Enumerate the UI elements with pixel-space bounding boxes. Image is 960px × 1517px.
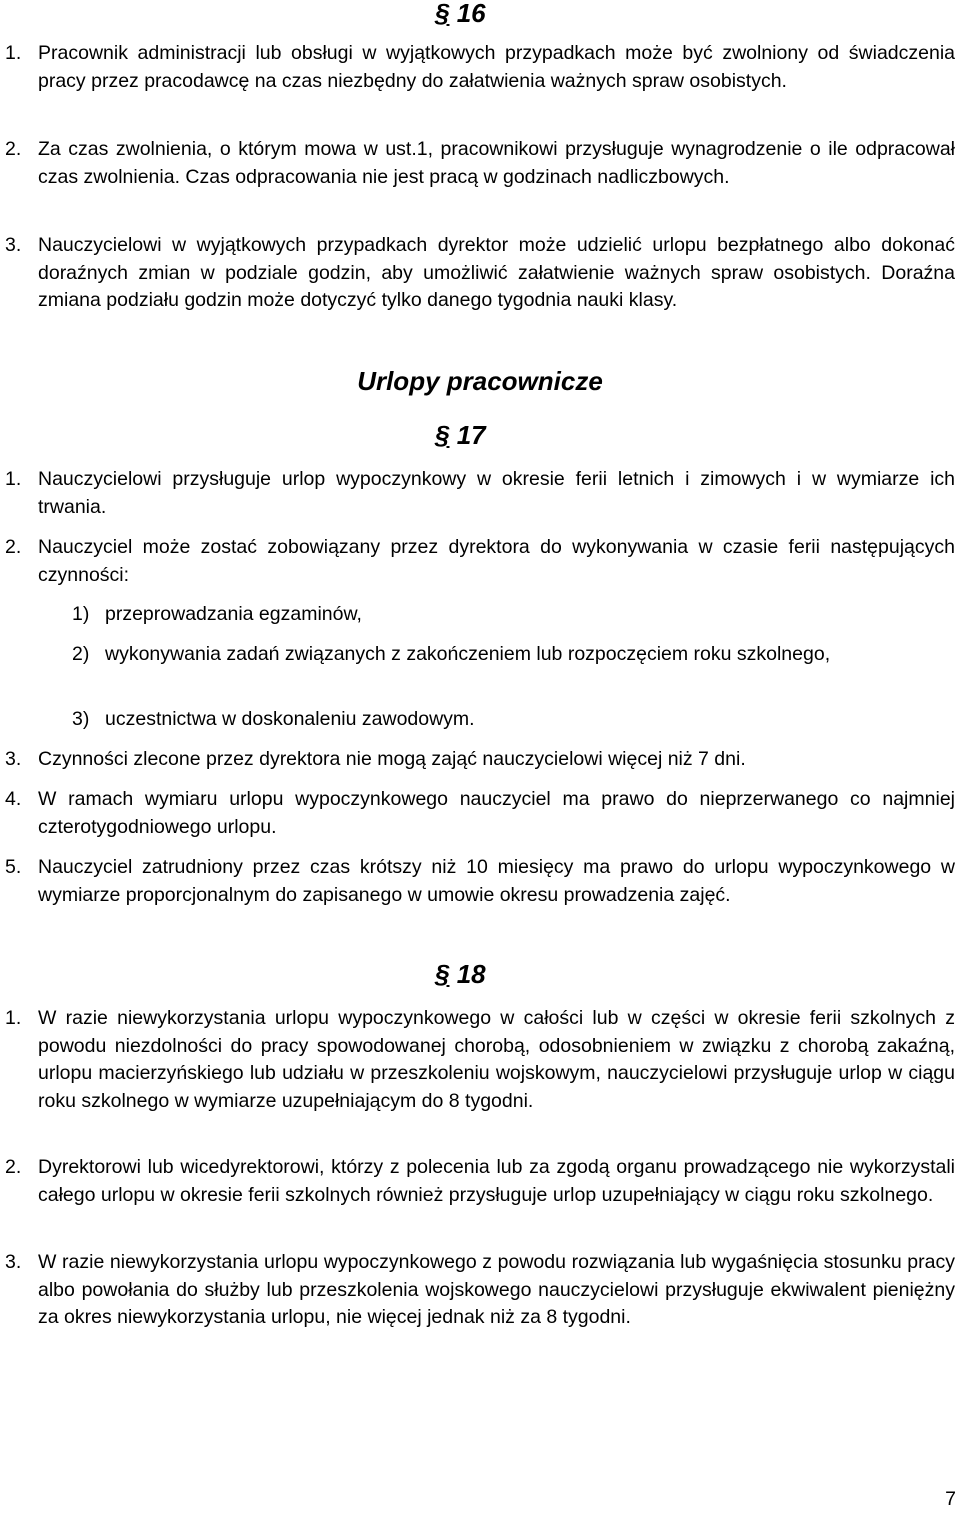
s18-item-2 [5, 1154, 955, 1209]
item-number: 1. [5, 468, 22, 490]
item-number: 2. [5, 1156, 22, 1178]
item-text: W razie niewykorzystania urlopu wypoczynkowego z powodu rozwiązania lub wygaśnięcia stosunku pracy albo powołania do służby lub przeszkolenia wojskowego nauczycielowi przysługuje ekwiwalent pieniężny za okres niewykorzystania urlopu, nie więcej jednak niż za 8 tygodni. [38, 1251, 955, 1328]
s17-subitem-1 [72, 601, 955, 629]
item-number: 3. [5, 234, 22, 256]
section-number: 17 [456, 420, 486, 450]
chapter-heading: Urlopy pracownicze [357, 366, 603, 396]
item-text: Za czas zwolnienia, o którym mowa w ust.1, pracownikowi przysługuje wynagrodzenie o ile odpracował czas zwolnienia. Czas odpracowania nie jest pracą w godzinach nadliczbowych. [38, 138, 955, 188]
item-text: Nauczyciel zatrudniony przez czas krótszy niż 10 miesięcy ma prawo do urlopu wypoczynkowego w wymiarze proporcjonalnym do zapisanego w umowie okresu prowadzenia zajęć. [38, 856, 955, 906]
s17-item-4 [5, 786, 955, 841]
item-number: 1. [5, 42, 22, 64]
section-17-heading [435, 420, 486, 451]
item-text: W ramach wymiaru urlopu wypoczynkowego nauczyciel ma prawo do nieprzerwanego co najmniej czterotygodniowego urlopu. [38, 788, 955, 838]
item-text: Czynności zlecone przez dyrektora nie mogą zająć nauczycielowi więcej niż 7 dni. [38, 748, 746, 770]
s16-item-3 [5, 232, 955, 315]
s17-subitem-2 [72, 641, 955, 669]
section-16-heading [435, 0, 486, 29]
section-number: 16 [456, 0, 486, 28]
s18-item-3 [5, 1249, 955, 1332]
s16-item-2 [5, 136, 955, 191]
item-number: 1. [5, 1007, 22, 1029]
section-number: 18 [456, 959, 486, 989]
item-text: W razie niewykorzystania urlopu wypoczynkowego w całości lub w części w okresie ferii szkolnych z powodu niezdolności do pracy spowodowanej chorobą, odosobnieniem w związku z chorobą zakaźną, urlopu macierzyńskiego lub udziału w przeszkoleniu wojskowym, nauczycielowi przysługuje urlop w ciągu roku szkolnego w wymiarze uzupełniającym do 8 tygodni. [38, 1007, 955, 1112]
item-text: Dyrektorowi lub wicedyrektorowi, którzy z polecenia lub za zgodą organu prowadzącego nie wykorzystali całego urlopu w okresie ferii szkolnych również przysługuje urlop uzupełniający w ciągu roku szkolnego. [38, 1156, 955, 1206]
item-number: 4. [5, 788, 22, 810]
subitem-text: wykonywania zadań związanych z zakończeniem lub rozpoczęciem roku szkolnego, [105, 643, 831, 665]
item-number: 5. [5, 856, 22, 878]
page-number: 7 [945, 1488, 956, 1510]
s17-subitem-3 [72, 706, 955, 734]
section-18-heading [435, 959, 486, 990]
s17-item-5 [5, 854, 955, 909]
s17-item-2 [5, 534, 955, 589]
item-number: 2. [5, 138, 22, 160]
s17-item-1 [5, 466, 955, 521]
s16-item-1 [5, 40, 955, 95]
item-number: 2. [5, 536, 22, 558]
subitem-text: przeprowadzania egzaminów, [105, 603, 362, 625]
item-number: 3. [5, 748, 22, 770]
s17-item-3 [5, 746, 955, 774]
subitem-text: uczestnictwa w doskonaleniu zawodowym. [105, 708, 475, 730]
paragraph-sign [435, 420, 449, 451]
item-text: Nauczyciel może zostać zobowiązany przez dyrektora do wykonywania w czasie ferii następujących czynności: [38, 536, 955, 586]
subitem-number: 1) [72, 603, 90, 625]
paragraph-sign [435, 0, 449, 29]
item-number: 3. [5, 1251, 22, 1273]
item-text: Nauczycielowi przysługuje urlop wypoczynkowy w okresie ferii letnich i zimowych i w wymiarze ich trwania. [38, 468, 955, 518]
item-text: Nauczycielowi w wyjątkowych przypadkach dyrektor może udzielić urlopu bezpłatnego albo dokonać doraźnych zmian w podziale godzin, aby umożliwić załatwienie ważnych spraw osobistych. Doraźna zmiana podziału godzin może dotyczyć tylko danego tygodnia nauki klasy. [38, 234, 955, 311]
subitem-number: 2) [72, 643, 90, 665]
item-text: Pracownik administracji lub obsługi w wyjątkowych przypadkach może być zwolniony od świadczenia pracy przez pracodawcę na czas niezbędny do załatwienia ważnych spraw osobistych. [38, 42, 955, 92]
subitem-number: 3) [72, 708, 90, 730]
s18-item-1 [5, 1005, 955, 1115]
paragraph-sign [435, 959, 449, 990]
